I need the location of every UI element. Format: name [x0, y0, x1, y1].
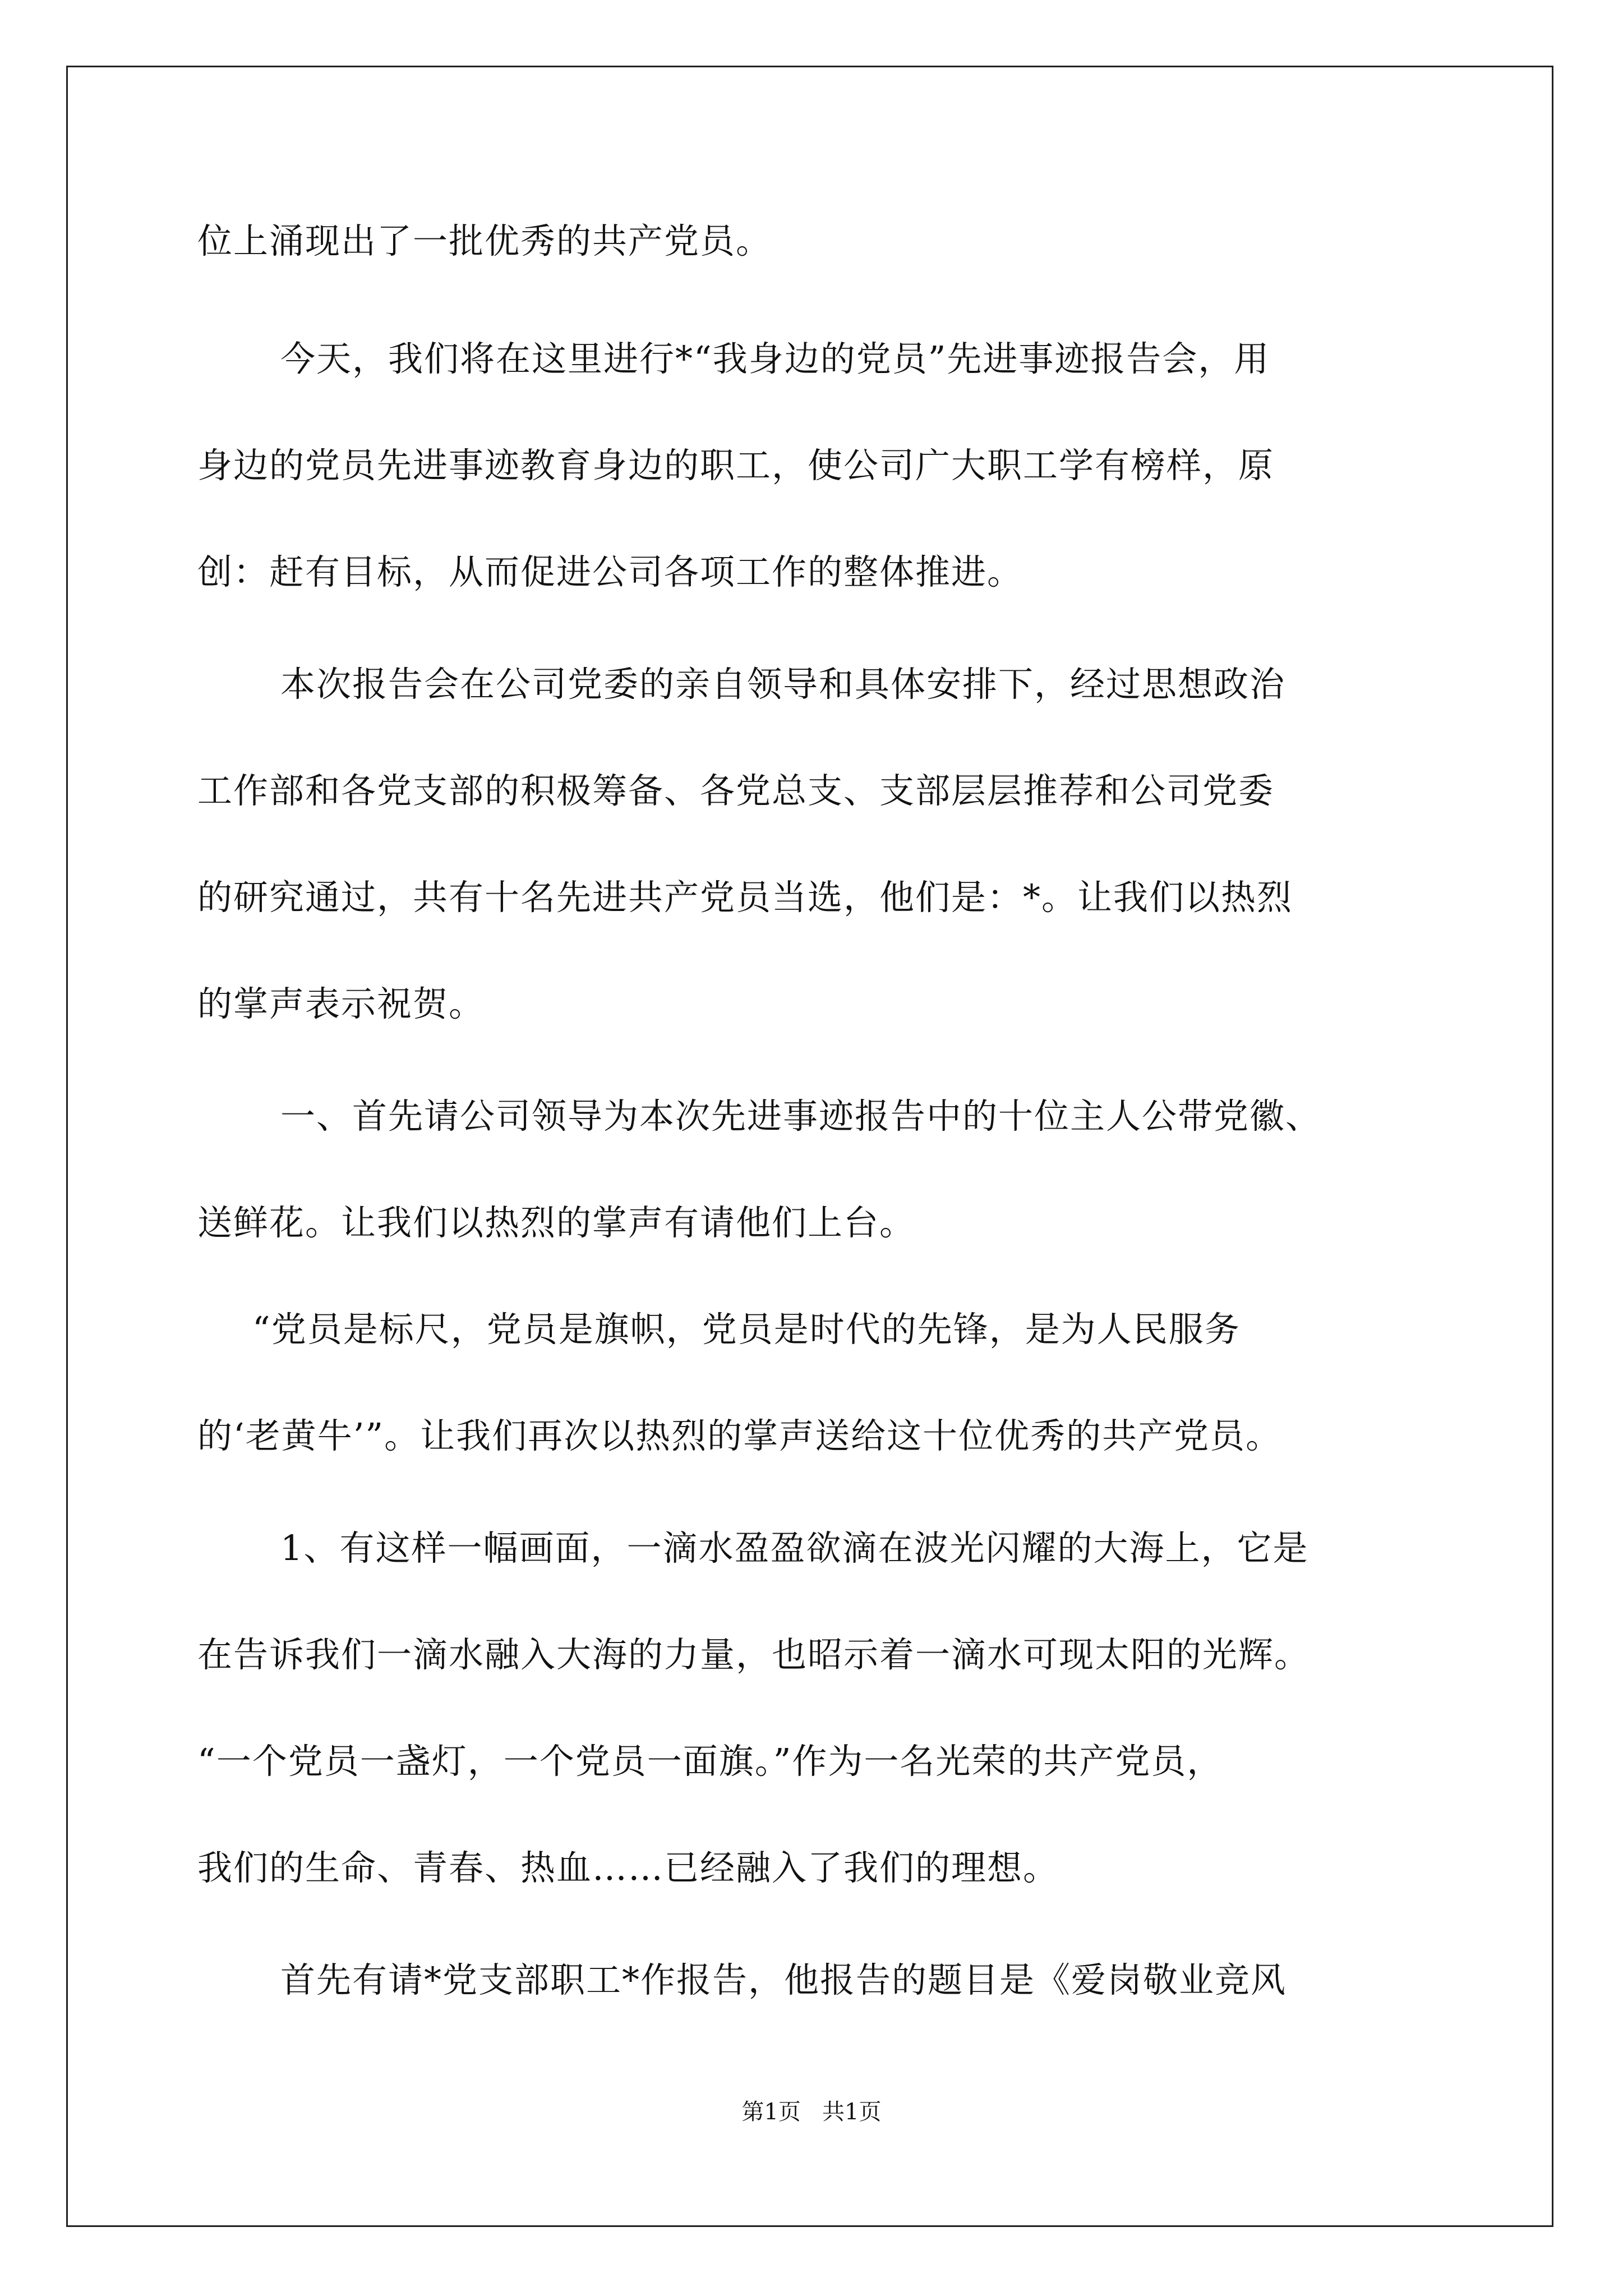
text-line: 送鲜花。让我们以热烈的掌声有请他们上台。 [197, 1202, 916, 1243]
text-line: 的‘老黄牛’”。让我们再次以热烈的掌声送给这十位优秀的共产党员。 [197, 1415, 1282, 1456]
text-line: 身边的党员先进事迹教育身边的职工，使公司广大职工学有榜样，原 [197, 445, 1275, 486]
text-line: 的掌声表示祝贺。 [197, 983, 485, 1024]
page-number-footer: 第1页 共1页 [741, 2099, 882, 2125]
text-line: 位上涌现出了一批优秀的共产党员。 [197, 220, 772, 261]
paragraph-line: 一、首先请公司领导为本次先进事迹报告中的十位主人公带党徽、 [280, 1096, 1322, 1137]
text-line: “一个党员一盏灯，一个党员一面旗。”作为一名光荣的共产党员， [197, 1741, 1223, 1782]
paragraph-line: 今天，我们将在这里进行*“我身边的党员”先进事迹报告会，用 [280, 338, 1270, 379]
paragraph-line: 1、有这样一幅画面，一滴水盈盈欲滴在波光闪耀的大海上，它是 [280, 1527, 1309, 1568]
text-line: 工作部和各党支部的积极筹备、各党总支、支部层层推荐和公司党委 [197, 770, 1275, 811]
paragraph-line: 本次报告会在公司党委的亲自领导和具体安排下，经过思想政治 [280, 664, 1286, 705]
text-line: 创：赶有目标，从而促进公司各项工作的整体推进。 [197, 551, 1023, 592]
quote-line: “党员是标尺，党员是旗帜，党员是时代的先锋，是为人民服务 [252, 1309, 1241, 1350]
text-line: 的研究通过，共有十名先进共产党员当选，他们是：*。让我们以热烈 [197, 877, 1293, 918]
text-line: 在告诉我们一滴水融入大海的力量，也昭示着一滴水可现太阳的光辉。 [197, 1634, 1311, 1675]
paragraph-line: 首先有请*党支部职工*作报告，他报告的题目是《爱岗敬业竞风 [280, 1959, 1287, 2000]
text-line: 我们的生命、青春、热血……已经融入了我们的理想。 [197, 1847, 1059, 1888]
page-frame [66, 66, 1553, 2227]
